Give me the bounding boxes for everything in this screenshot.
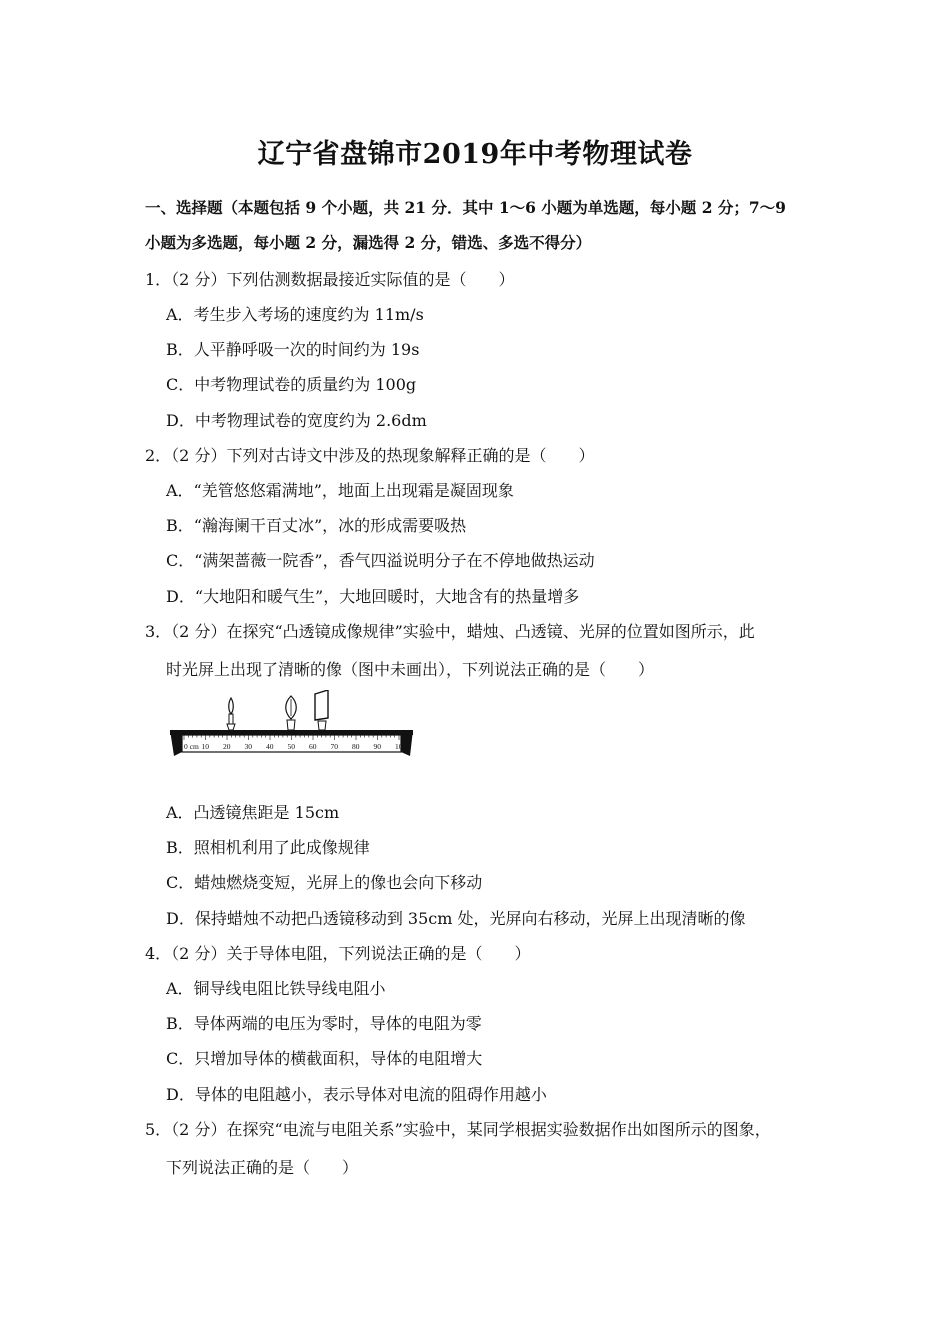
question-5-stem-continued: 下列说法正确的是（ ） bbox=[166, 1158, 359, 1177]
ruler-label: 50 bbox=[287, 742, 295, 751]
ruler-label: 20 bbox=[223, 742, 231, 751]
question-3-option-a: A．凸透镜焦距是 15cm bbox=[166, 803, 340, 822]
question-3-stem: 3．（2 分）在探究“凸透镜成像规律”实验中，蜡烛、凸透镜、光屏的位置如图所示，此 bbox=[145, 622, 755, 641]
ruler-label: 10 bbox=[201, 742, 209, 751]
page-title: 辽宁省盘锦市2019年中考物理试卷 bbox=[257, 139, 693, 170]
rail-top bbox=[170, 730, 413, 735]
question-1-option-c: C．中考物理试卷的质量约为 100g bbox=[166, 375, 417, 394]
ruler-label: 70 bbox=[330, 742, 338, 751]
bench-left-foot bbox=[170, 730, 182, 756]
question-1-option-d: D．中考物理试卷的宽度约为 2.6dm bbox=[166, 411, 427, 430]
question-3-stem-continued: 时光屏上出现了清晰的像（图中未画出），下列说法正确的是（ ） bbox=[166, 660, 655, 679]
question-2-option-c: C．“满架蔷薇一院香”，香气四溢说明分子在不停地做热运动 bbox=[166, 551, 595, 570]
section-heading-line2: 小题为多选题，每小题 2 分，漏选得 2 分，错选、多选不得分） bbox=[145, 233, 592, 252]
question-4-option-a: A．铜导线电阻比铁导线电阻小 bbox=[166, 979, 386, 998]
ruler-label: 60 bbox=[309, 742, 317, 751]
question-4-option-c: C．只增加导体的横截面积，导体的电阻增大 bbox=[166, 1049, 483, 1068]
question-3-option-c: C．蜡烛燃烧变短，光屏上的像也会向下移动 bbox=[166, 873, 483, 892]
question-4-stem: 4．（2 分）关于导体电阻，下列说法正确的是（ ） bbox=[145, 944, 531, 963]
question-2-stem: 2．（2 分）下列对古诗文中涉及的热现象解释正确的是（ ） bbox=[145, 446, 595, 465]
convex-lens-icon bbox=[286, 696, 297, 730]
question-1-stem: 1．（2 分）下列估测数据最接近实际值的是（ ） bbox=[145, 270, 515, 289]
question-2-option-b: B．“瀚海阑干百丈冰”，冰的形成需要吸热 bbox=[166, 516, 467, 535]
light-screen-icon bbox=[315, 690, 328, 730]
ruler-label: 0 cm bbox=[184, 742, 199, 751]
question-1-option-b: B．人平静呼吸一次的时间约为 19s bbox=[166, 340, 420, 359]
question-1-option-a: A．考生步入考场的速度约为 11m/s bbox=[166, 305, 424, 324]
question-4-option-b: B．导体两端的电压为零时，导体的电阻为零 bbox=[166, 1014, 482, 1033]
section-heading-line1: 一、选择题（本题包括 9 个小题，共 21 分．其中 1～6 小题为单选题，每小题 2 分；7～9 bbox=[145, 198, 786, 217]
candle-icon bbox=[227, 698, 235, 730]
question-2-option-a: A．“羌管悠悠霜满地”，地面上出现霜是凝固现象 bbox=[166, 481, 514, 500]
ruler-label: 40 bbox=[266, 742, 274, 751]
question-3-option-d: D．保持蜡烛不动把凸透镜移动到 35cm 处，光屏向右移动，光屏上出现清晰的像 bbox=[166, 909, 746, 928]
question-2-option-d: D．“大地阳和暖气生”，大地回暖时，大地含有的热量增多 bbox=[166, 587, 580, 606]
optical-bench-figure bbox=[170, 690, 415, 760]
question-3-option-b: B．照相机利用了此成像规律 bbox=[166, 838, 370, 857]
question-5-stem: 5．（2 分）在探究“电流与电阻关系”实验中，某同学根据实验数据作出如图所示的图象， bbox=[145, 1120, 771, 1139]
ruler-label: 100 bbox=[395, 742, 407, 751]
ruler-label: 90 bbox=[373, 742, 381, 751]
ruler-label: 30 bbox=[244, 742, 252, 751]
question-4-option-d: D．导体的电阻越小，表示导体对电流的阻碍作用越小 bbox=[166, 1085, 547, 1104]
ruler-label: 80 bbox=[352, 742, 360, 751]
